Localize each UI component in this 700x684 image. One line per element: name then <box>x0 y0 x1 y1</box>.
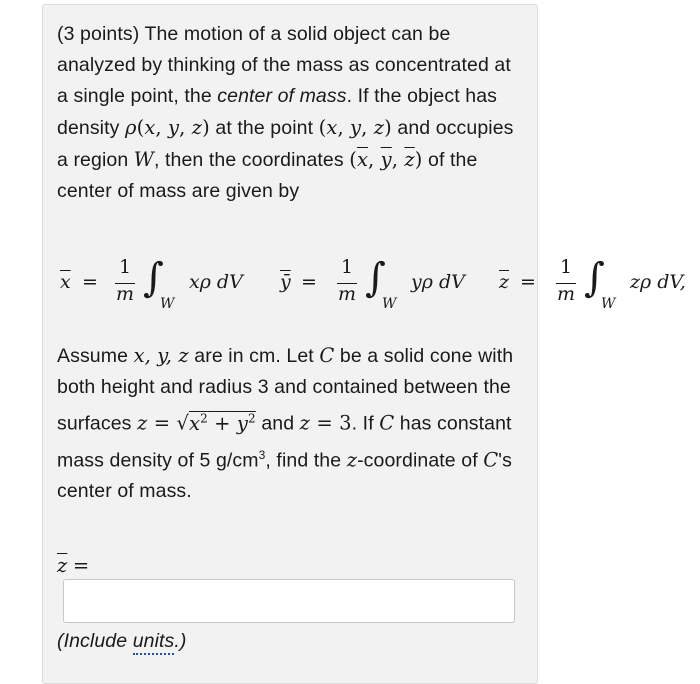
problem-statement: Assume x, y, z are in cm. Let C be a solid cone with both height and radius 3 and contained between the surfaces $z = √x^2 + y^2$ and z = 3. If C has constant mass density of 5 $g/cm^3$, find the z-coordinate of C's center of mass. <box>57 344 514 502</box>
answer-input[interactable] <box>63 579 515 623</box>
formula-z-integral: ∫ <box>584 255 605 301</box>
density-function: ρ(x, y, z) <box>125 116 210 139</box>
region-var: W <box>133 148 154 171</box>
formula-x-eq: = <box>82 271 98 293</box>
formula-x-integrand: xρ dV <box>189 271 243 293</box>
surface-cone: $z = √x^2 + y^2$ <box>137 411 256 435</box>
formula-z-region: W <box>601 296 616 312</box>
formula-x-integral: ∫ <box>143 255 164 301</box>
surface-plane: z = 3 <box>299 411 352 435</box>
formula-x-lhs: $\overline{x}$ <box>60 271 71 293</box>
formula-z-lhs: $\overline{z}$ <box>499 271 510 293</box>
variables: x, y, z <box>133 344 189 367</box>
formula-x-region: W <box>160 296 175 312</box>
points-label: (3 points) <box>57 23 140 45</box>
question-intro: (3 points) The motion of a solid object can be analyzed by thinking of the mass as concentrated at a single point, the center of mass. If the object has density ρ(x, y, z) at the point (x, y, z) and occupies a region W, then the coordinates ($\overline{x}$, $\overline{y}$, $\overline{z}$) of the center of mass are given by <box>57 23 514 202</box>
answer-label <box>57 550 527 582</box>
intro-text-1: The motion of a solid object can be analyzed by thinking of the mass as concentrated at a single point, the <box>57 23 511 107</box>
answer-eq: = <box>72 554 90 577</box>
formula-y-lhs: $\overline{ȳ}$ <box>280 271 291 293</box>
formula-z-eq: = <box>520 271 536 293</box>
center-coords: ($\overline{x}$, $\overline{y}$, $\overline{z}$) <box>349 148 423 171</box>
formula-y-region: W <box>382 296 397 312</box>
units-link[interactable]: units <box>133 630 175 655</box>
formula-z-integrand: zρ dV, <box>630 271 686 293</box>
units-note: (Include units.) <box>57 626 527 657</box>
formula-y-eq: = <box>301 271 317 293</box>
formula-y-integrand: yρ dV <box>411 271 465 293</box>
point-coords: (x, y, z) <box>318 116 392 139</box>
center-of-mass-term: center of mass <box>217 85 347 107</box>
answer-var: $\overline{z}$ <box>57 554 68 577</box>
formula-y-integral: ∫ <box>365 255 386 301</box>
solid-var: C <box>319 344 335 367</box>
